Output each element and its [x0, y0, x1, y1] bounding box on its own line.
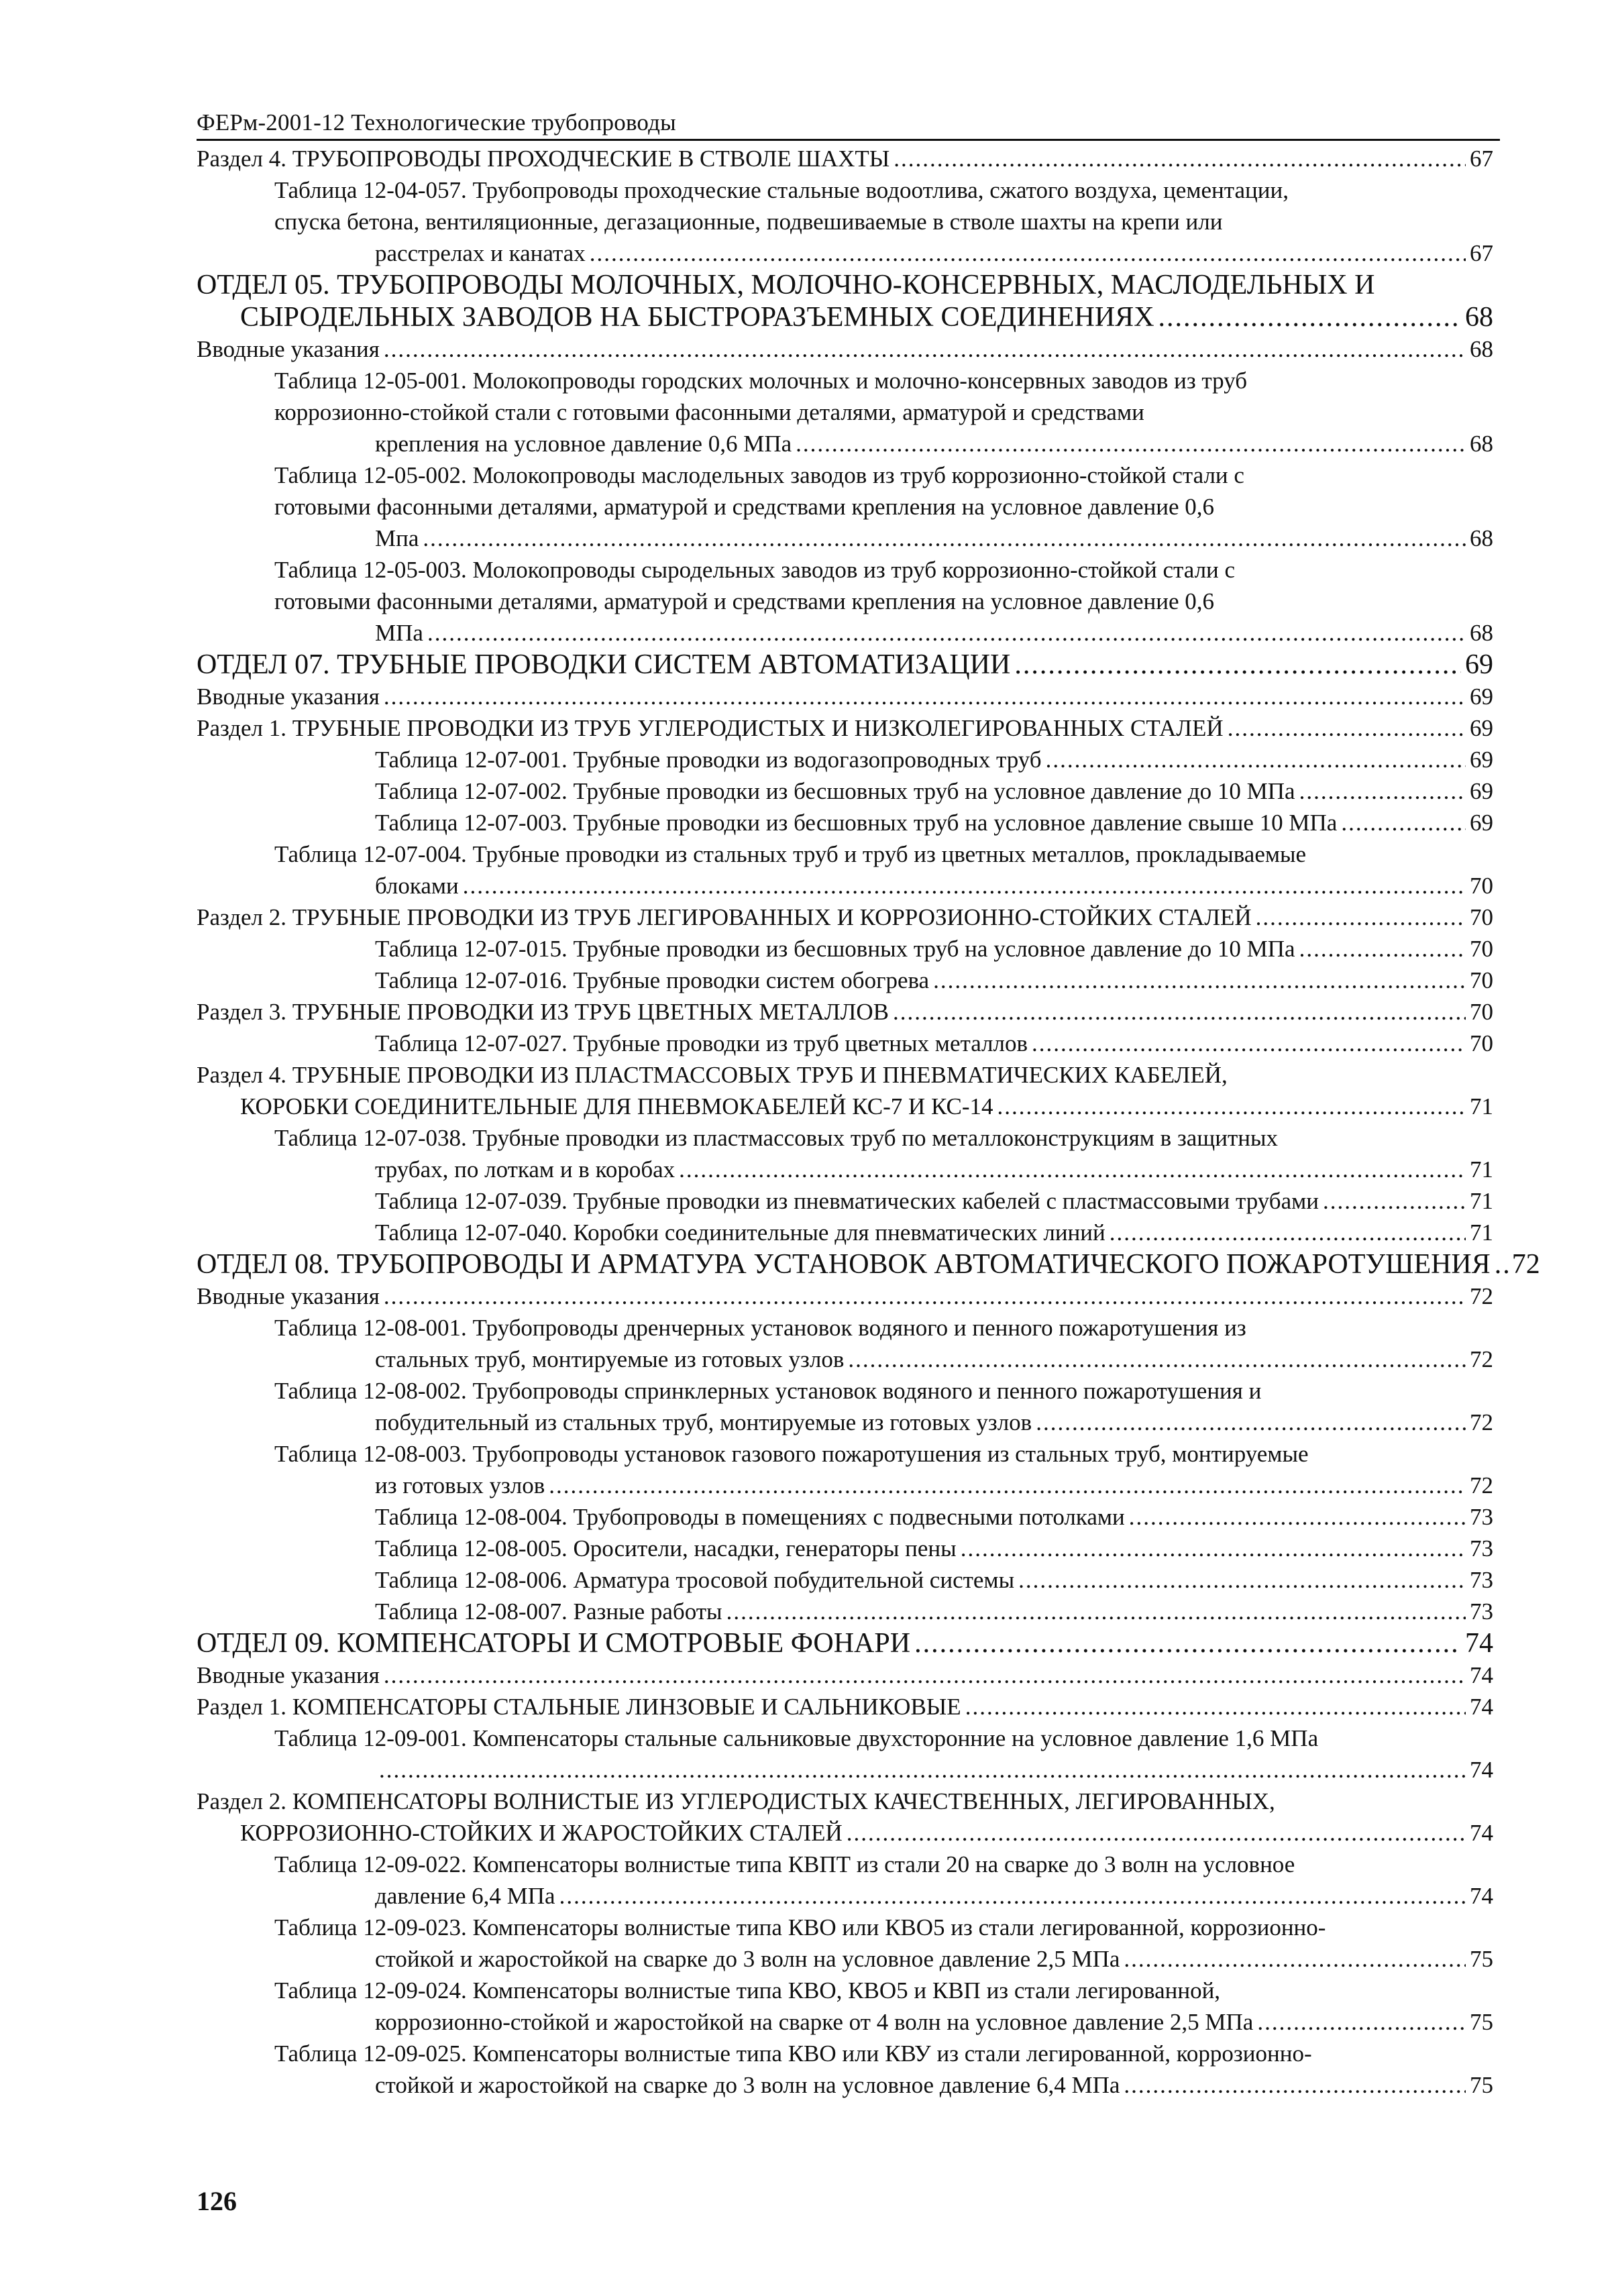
- toc-entry: [197, 807, 1493, 838]
- dot-leader: [1256, 901, 1466, 933]
- toc-entry-line: Таблица 12-05-002. Молокопроводы маслодельных заводов из труб коррозионно-стойкой стали с: [274, 462, 1244, 488]
- toc-entry-leader-line: [197, 681, 1493, 712]
- toc-entry-page: 73: [1470, 1535, 1493, 1562]
- toc-entry-leader-line: [375, 428, 1493, 459]
- toc-entry-line: Таблица 12-07-038. Трубные проводки из пластмассовых труб по металлоконструкциям в защитных: [274, 1125, 1279, 1151]
- toc-entry-title: Таблица 12-07-003. Трубные проводки из бесшовных труб на условное давление свыше 10 МПа: [375, 810, 1338, 836]
- dot-leader: [1124, 2069, 1466, 2101]
- toc-entry-title: расстрелах и канатах: [375, 240, 586, 266]
- toc-entry-page: 70: [1470, 904, 1493, 930]
- toc-entry: [197, 1975, 1493, 2038]
- toc-entry-title: КОРРОЗИОННО-СТОЙКИХ И ЖАРОСТОЙКИХ СТАЛЕЙ: [240, 1820, 843, 1846]
- toc-entry-line: готовыми фасонными деталями, арматурой и средствами крепления на условное давление 0,6: [274, 494, 1215, 520]
- toc-entry: [197, 775, 1493, 807]
- dot-leader: [894, 143, 1466, 174]
- toc-entry-page: 69: [1470, 715, 1493, 741]
- dot-leader: [1341, 807, 1466, 838]
- toc-entry-leader-line: [375, 1754, 1493, 1786]
- toc-entry-title: ОТДЕЛ 07. ТРУБНЫЕ ПРОВОДКИ СИСТЕМ АВТОМАТИЗАЦИИ: [197, 649, 1011, 680]
- toc-entry-title: крепления на условное давление 0,6 МПа: [375, 431, 792, 457]
- toc-entry: [197, 1122, 1493, 1185]
- toc-entry-title: Таблица 12-07-039. Трубные проводки из пневматических кабелей с пластмассовыми трубами: [375, 1188, 1319, 1214]
- toc-entry-leader-line: [375, 1154, 1493, 1185]
- toc-entry: [197, 1217, 1493, 1248]
- dot-leader: [679, 1154, 1466, 1185]
- toc-entry-title: блоками: [375, 873, 459, 899]
- toc-entry: [197, 1280, 1493, 1312]
- toc-entry: [197, 1786, 1493, 1849]
- toc-entry-line: Раздел 2. КОМПЕНСАТОРЫ ВОЛНИСТЫЕ ИЗ УГЛЕРОДИСТЫХ КАЧЕСТВЕННЫХ, ЛЕГИРОВАННЫХ,: [197, 1788, 1275, 1814]
- toc-entry-leader-line: [197, 143, 1493, 174]
- toc-entry-title: побудительный из стальных труб, монтируемые из готовых узлов: [375, 1409, 1032, 1435]
- toc-entry: [197, 1627, 1493, 1659]
- dot-leader: [1129, 1501, 1466, 1533]
- dot-leader: [1158, 301, 1461, 333]
- toc-entry-leader-line: [375, 870, 1493, 901]
- toc-entry-title: Вводные указания: [197, 1283, 380, 1309]
- dot-leader: [848, 1344, 1466, 1375]
- toc-entry-page: 74: [1470, 1820, 1493, 1846]
- toc-entry-leader-line: [375, 523, 1493, 554]
- toc-entry-leader-line: [375, 1533, 1493, 1564]
- dot-leader: [384, 681, 1466, 712]
- toc-entry: [197, 1912, 1493, 1975]
- toc-entry-leader-line: [197, 1280, 1493, 1312]
- toc-entry: [197, 838, 1493, 901]
- toc-entry-title: Таблица 12-07-027. Трубные проводки из труб цветных металлов: [375, 1030, 1028, 1056]
- toc-entry-page: 74: [1470, 1662, 1493, 1688]
- toc-entry-page: 71: [1470, 1093, 1493, 1119]
- toc-entry-page: 68: [1470, 620, 1493, 646]
- dot-leader: [1124, 1943, 1466, 1975]
- toc-entry-line: спуска бетона, вентиляционные, дегазационные, подвешиваемые в стволе шахты на крепи или: [274, 209, 1223, 235]
- toc-entry-page: 69: [1465, 649, 1493, 680]
- toc-entry-title: Таблица 12-07-015. Трубные проводки из бесшовных труб на условное давление до 10 МПа: [375, 936, 1295, 962]
- toc-entry-page: 75: [1470, 1946, 1493, 1972]
- toc-entry-page: 74: [1470, 1883, 1493, 1909]
- toc-entry-title: МПа: [375, 620, 423, 646]
- toc-entry: [197, 2038, 1493, 2101]
- toc-entry-page: 71: [1470, 1219, 1493, 1246]
- toc-entry-page: 73: [1470, 1567, 1493, 1593]
- toc-entry-title: трубах, по лоткам и в коробах: [375, 1156, 676, 1183]
- toc-entry-title: Таблица 12-08-006. Арматура тросовой побудительной системы: [375, 1567, 1015, 1593]
- toc-entry-title: Вводные указания: [197, 336, 380, 362]
- toc-entry-leader-line: [375, 807, 1493, 838]
- toc-entry-title: Вводные указания: [197, 684, 380, 710]
- toc-entry-page: 75: [1470, 2072, 1493, 2098]
- toc-entry-leader-line: [197, 1248, 1540, 1280]
- toc-entry-title: Таблица 12-08-005. Оросители, насадки, генераторы пены: [375, 1535, 957, 1562]
- toc-entry-title: Таблица 12-08-004. Трубопроводы в помещениях с подвесными потолками: [375, 1504, 1125, 1530]
- toc-entry-line: Таблица 12-09-022. Компенсаторы волнистые типа КВПТ из стали 20 на сварке до 3 волн на условное: [274, 1851, 1295, 1877]
- dot-leader: [384, 1659, 1466, 1691]
- toc-entry: [197, 965, 1493, 996]
- toc-entry-title: СЫРОДЕЛЬНЫХ ЗАВОДОВ НА БЫСТРОРАЗЪЕМНЫХ СОЕДИНЕНИЯХ: [240, 302, 1154, 333]
- toc-entry-page: 73: [1470, 1598, 1493, 1625]
- toc-entry-line: Таблица 12-04-057. Трубопроводы проходческие стальные водоотлива, сжатого воздуха, цементации,: [274, 177, 1289, 203]
- dot-leader: [1036, 1407, 1466, 1438]
- toc-entry-line: Раздел 4. ТРУБНЫЕ ПРОВОДКИ ИЗ ПЛАСТМАССОВЫХ ТРУБ И ПНЕВМАТИЧЕСКИХ КАБЕЛЕЙ,: [197, 1062, 1228, 1088]
- toc-entry: [197, 1375, 1493, 1438]
- toc-entry-page: 68: [1470, 336, 1493, 362]
- toc-entry-title: стойкой и жаростойкой на сварке до 3 волн на условное давление 2,5 МПа: [375, 1946, 1120, 1972]
- toc-entry-title: стальных труб, монтируемые из готовых узлов: [375, 1346, 845, 1372]
- toc-entry-page: 72: [1470, 1346, 1493, 1372]
- toc-entry: [197, 744, 1493, 775]
- running-header: ФЕРм-2001-12 Технологические трубопроводы: [197, 109, 676, 135]
- dot-leader: [914, 1627, 1461, 1659]
- toc-entry-page: 74: [1470, 1694, 1493, 1720]
- toc-entry-line: Таблица 12-08-002. Трубопроводы спринклерных установок водяного и пенного пожаротушения и: [274, 1378, 1262, 1404]
- toc-entry-leader-line: [240, 301, 1493, 333]
- toc-entry-leader-line: [375, 1185, 1493, 1217]
- dot-leader: [463, 870, 1466, 901]
- toc-entry-page: 69: [1470, 810, 1493, 836]
- toc-entry-leader-line: [197, 649, 1493, 681]
- toc-entry: [197, 1185, 1493, 1217]
- dot-leader: [726, 1596, 1466, 1627]
- dot-leader: [1014, 649, 1461, 681]
- toc-entry: [197, 333, 1493, 365]
- dot-leader: [1228, 712, 1466, 744]
- toc-entry-leader-line: [375, 1943, 1493, 1975]
- toc-entry: [197, 712, 1493, 744]
- dot-leader: [384, 1280, 1466, 1312]
- toc-entry: [197, 365, 1493, 459]
- toc-entry: [197, 1596, 1493, 1627]
- toc-entry: [197, 174, 1493, 269]
- dot-leader: [1032, 1028, 1466, 1059]
- dot-leader: [427, 617, 1466, 649]
- toc-entry-leader-line: [375, 1880, 1493, 1912]
- toc-entry-line: Таблица 12-07-004. Трубные проводки из стальных труб и труб из цветных металлов, прокладываемые: [274, 841, 1307, 867]
- toc-entry-leader-line: [197, 1627, 1493, 1659]
- dot-leader: [1495, 1248, 1508, 1280]
- toc-entry-leader-line: [197, 901, 1493, 933]
- dot-leader: [1257, 2006, 1466, 2038]
- dot-leader: [1299, 933, 1466, 965]
- toc-entry-page: 74: [1465, 1628, 1493, 1659]
- toc-entry-leader-line: [240, 1091, 1493, 1122]
- dot-leader: [1046, 744, 1466, 775]
- toc-entry-leader-line: [375, 1217, 1493, 1248]
- toc-entry-page: 70: [1470, 999, 1493, 1025]
- dot-leader: [1299, 775, 1466, 807]
- toc-entry-leader-line: [375, 1470, 1493, 1501]
- header-rule: [197, 139, 1500, 141]
- toc-entry: [197, 1564, 1493, 1596]
- toc-entry-page: 70: [1470, 873, 1493, 899]
- toc-entry: [197, 459, 1493, 554]
- toc-entry-page: 67: [1470, 240, 1493, 266]
- dot-leader: [847, 1817, 1466, 1849]
- toc-entry-leader-line: [197, 712, 1493, 744]
- dot-leader: [384, 333, 1466, 365]
- toc-entry-page: 74: [1470, 1757, 1493, 1783]
- toc-entry-leader-line: [375, 1564, 1493, 1596]
- toc-entry-page: 70: [1470, 967, 1493, 993]
- toc-entry-line: ОТДЕЛ 05. ТРУБОПРОВОДЫ МОЛОЧНЫХ, МОЛОЧНО-КОНСЕРВНЫХ, МАСЛОДЕЛЬНЫХ И: [197, 270, 1375, 300]
- toc-entry-page: 68: [1470, 431, 1493, 457]
- dot-leader: [1323, 1185, 1466, 1217]
- dot-leader: [893, 996, 1466, 1028]
- toc-entry-page: 72: [1470, 1283, 1493, 1309]
- toc-entry: [197, 1501, 1493, 1533]
- table-of-contents: [197, 143, 1540, 2101]
- toc-entry-leader-line: [375, 1407, 1493, 1438]
- toc-entry-page: 68: [1470, 525, 1493, 551]
- toc-entry: [197, 901, 1493, 933]
- toc-entry-page: 72: [1470, 1472, 1493, 1498]
- toc-entry-line: Таблица 12-05-001. Молокопроводы городских молочных и молочно-консервных заводов из труб: [274, 368, 1248, 394]
- toc-entry: [197, 1533, 1493, 1564]
- dot-leader: [997, 1091, 1466, 1122]
- toc-entry: [197, 1028, 1493, 1059]
- toc-entry-leader-line: [375, 1028, 1493, 1059]
- toc-entry-leader-line: [375, 2006, 1493, 2038]
- toc-entry-line: Таблица 12-09-025. Компенсаторы волнистые типа КВО или КВУ из стали легированной, коррозионно-: [274, 2040, 1312, 2067]
- toc-entry-title: коррозионно-стойкой и жаростойкой на сварке от 4 волн на условное давление 2,5 МПа: [375, 2009, 1254, 2035]
- toc-entry-leader-line: [197, 1691, 1493, 1723]
- toc-entry-page: 69: [1470, 778, 1493, 804]
- toc-entry-line: Таблица 12-05-003. Молокопроводы сыродельных заводов из труб коррозионно-стойкой стали с: [274, 557, 1236, 583]
- toc-entry-line: готовыми фасонными деталями, арматурой и средствами крепления на условное давление 0,6: [274, 588, 1215, 614]
- toc-entry: [197, 1849, 1493, 1912]
- toc-entry-page: 73: [1470, 1504, 1493, 1530]
- toc-entry-page: 68: [1465, 302, 1493, 333]
- toc-entry: [197, 1059, 1493, 1122]
- toc-entry-page: 67: [1470, 146, 1493, 172]
- toc-entry: [197, 649, 1493, 681]
- toc-entry: [197, 996, 1493, 1028]
- dot-leader: [1110, 1217, 1466, 1248]
- dot-leader: [379, 1754, 1466, 1786]
- toc-entry-title: ОТДЕЛ 08. ТРУБОПРОВОДЫ И АРМАТУРА УСТАНОВОК АВТОМАТИЧЕСКОГО ПОЖАРОТУШЕНИЯ: [197, 1249, 1491, 1280]
- toc-entry: [197, 1659, 1493, 1691]
- dot-leader: [961, 1533, 1466, 1564]
- toc-entry-page: 70: [1470, 1030, 1493, 1056]
- toc-entry-leader-line: [375, 1501, 1493, 1533]
- toc-entry: [197, 1312, 1493, 1375]
- toc-entry-title: Раздел 1. ТРУБНЫЕ ПРОВОДКИ ИЗ ТРУБ УГЛЕРОДИСТЫХ И НИЗКОЛЕГИРОВАННЫХ СТАЛЕЙ: [197, 715, 1224, 741]
- toc-entry-leader-line: [375, 933, 1493, 965]
- toc-entry-title: из готовых узлов: [375, 1472, 545, 1498]
- toc-entry-leader-line: [375, 775, 1493, 807]
- toc-entry-line: коррозионно-стойкой стали с готовыми фасонными деталями, арматурой и средствами: [274, 399, 1144, 425]
- toc-entry-leader-line: [375, 965, 1493, 996]
- toc-entry-page: 71: [1470, 1188, 1493, 1214]
- dot-leader: [590, 237, 1466, 269]
- page-number: 126: [197, 2186, 237, 2216]
- toc-entry-title: стойкой и жаростойкой на сварке до 3 волн на условное давление 6,4 МПа: [375, 2072, 1120, 2098]
- toc-entry: [197, 681, 1493, 712]
- toc-entry-title: ОТДЕЛ 09. КОМПЕНСАТОРЫ И СМОТРОВЫЕ ФОНАРИ: [197, 1628, 911, 1659]
- dot-leader: [1018, 1564, 1466, 1596]
- toc-entry-line: Таблица 12-09-024. Компенсаторы волнистые типа КВО, КВО5 и КВП из стали легированной,: [274, 1977, 1221, 2004]
- toc-entry-title: КОРОБКИ СОЕДИНИТЕЛЬНЫЕ ДЛЯ ПНЕВМОКАБЕЛЕЙ КС-7 И КС-14: [240, 1093, 993, 1119]
- toc-entry-leader-line: [375, 744, 1493, 775]
- toc-entry-line: Таблица 12-08-003. Трубопроводы установок газового пожаротушения из стальных труб, монтируемые: [274, 1441, 1309, 1467]
- dot-leader: [549, 1470, 1466, 1501]
- toc-entry-title: Раздел 4. ТРУБОПРОВОДЫ ПРОХОДЧЕСКИЕ В СТВОЛЕ ШАХТЫ: [197, 146, 890, 172]
- toc-entry-line: Таблица 12-09-023. Компенсаторы волнистые типа КВО или КВО5 из стали легированной, коррозионно-: [274, 1914, 1326, 1940]
- dot-leader: [796, 428, 1466, 459]
- toc-entry: [197, 143, 1493, 174]
- toc-entry-leader-line: [375, 2069, 1493, 2101]
- toc-entry: [197, 933, 1493, 965]
- toc-entry-leader-line: [197, 333, 1493, 365]
- toc-entry-page: 69: [1470, 747, 1493, 773]
- toc-entry-title: Таблица 12-07-040. Коробки соединительные для пневматических линий: [375, 1219, 1105, 1246]
- toc-entry-title: Таблица 12-07-002. Трубные проводки из бесшовных труб на условное давление до 10 МПа: [375, 778, 1295, 804]
- toc-entry: [197, 269, 1493, 333]
- toc-entry: [197, 1438, 1493, 1501]
- toc-entry-page: 72: [1511, 1249, 1540, 1280]
- toc-entry-title: Раздел 3. ТРУБНЫЕ ПРОВОДКИ ИЗ ТРУБ ЦВЕТНЫХ МЕТАЛЛОВ: [197, 999, 889, 1025]
- toc-entry-leader-line: [197, 996, 1493, 1028]
- toc-entry: [197, 1248, 1540, 1280]
- dot-leader: [933, 965, 1466, 996]
- toc-entry: [197, 1691, 1493, 1723]
- toc-entry-leader-line: [375, 1596, 1493, 1627]
- toc-entry: [197, 1723, 1493, 1786]
- toc-entry-line: Таблица 12-08-001. Трубопроводы дренчерных установок водяного и пенного пожаротушения из: [274, 1315, 1246, 1341]
- toc-entry-leader-line: [375, 237, 1493, 269]
- toc-entry-page: 75: [1470, 2009, 1493, 2035]
- toc-entry-title: Вводные указания: [197, 1662, 380, 1688]
- toc-entry-page: 69: [1470, 684, 1493, 710]
- toc-entry-page: 71: [1470, 1156, 1493, 1183]
- toc-entry-leader-line: [375, 617, 1493, 649]
- toc-entry-leader-line: [240, 1817, 1493, 1849]
- dot-leader: [965, 1691, 1466, 1723]
- toc-entry-leader-line: [375, 1344, 1493, 1375]
- toc-entry-title: Таблица 12-07-001. Трубные проводки из водогазопроводных труб: [375, 747, 1042, 773]
- toc-entry-title: Таблица 12-08-007. Разные работы: [375, 1598, 722, 1625]
- toc-entry-title: Мпа: [375, 525, 419, 551]
- toc-entry-title: давление 6,4 МПа: [375, 1883, 555, 1909]
- toc-entry-line: Таблица 12-09-001. Компенсаторы стальные сальниковые двухсторонние на условное давление 1,6 МПа: [274, 1725, 1319, 1751]
- toc-entry: [197, 554, 1493, 649]
- dot-leader: [423, 523, 1466, 554]
- toc-entry-title: Таблица 12-07-016. Трубные проводки систем обогрева: [375, 967, 930, 993]
- toc-entry-page: 70: [1470, 936, 1493, 962]
- toc-entry-title: Раздел 1. КОМПЕНСАТОРЫ СТАЛЬНЫЕ ЛИНЗОВЫЕ И САЛЬНИКОВЫЕ: [197, 1694, 961, 1720]
- toc-entry-page: 72: [1470, 1409, 1493, 1435]
- toc-entry-leader-line: [197, 1659, 1493, 1691]
- toc-entry-title: Раздел 2. ТРУБНЫЕ ПРОВОДКИ ИЗ ТРУБ ЛЕГИРОВАННЫХ И КОРРОЗИОННО-СТОЙКИХ СТАЛЕЙ: [197, 904, 1252, 930]
- dot-leader: [559, 1880, 1466, 1912]
